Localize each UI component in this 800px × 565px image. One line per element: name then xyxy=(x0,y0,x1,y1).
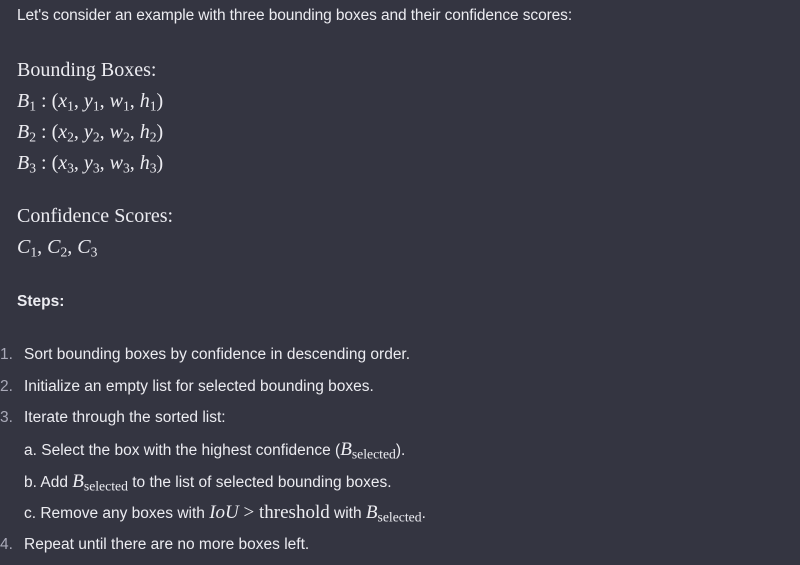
greater-than-symbol: > xyxy=(238,502,260,524)
math-var-letter: w xyxy=(109,90,123,112)
math-var-subscript: 2 xyxy=(149,129,157,145)
math-var-letter: y xyxy=(83,121,93,143)
step-item xyxy=(0,375,800,407)
math-punct: ) xyxy=(156,152,164,174)
math-var-letter: C xyxy=(77,236,91,258)
math-var-subscript: 3 xyxy=(92,160,100,176)
math-var-subscript: 1 xyxy=(29,98,37,114)
math-punct: ) xyxy=(156,121,164,143)
substep-c-prefix: c. Remove any boxes with xyxy=(24,505,210,523)
step-item xyxy=(0,343,800,375)
math-var-subscript: 3 xyxy=(149,160,157,176)
math-var-letter: h xyxy=(139,121,150,143)
math-var-letter: h xyxy=(139,152,150,174)
math-var-letter: w xyxy=(109,121,123,143)
box-param xyxy=(110,90,130,112)
math-punct: : ( xyxy=(36,152,59,174)
box-label xyxy=(17,152,36,174)
selected-var: B xyxy=(340,439,352,461)
math-var-letter: B xyxy=(17,121,30,143)
box-param xyxy=(110,121,130,143)
step-text: Initialize an empty list for selected bounding boxes. xyxy=(24,377,374,395)
math-punct: , xyxy=(73,90,84,112)
box-label xyxy=(17,90,36,112)
math-var-letter: y xyxy=(83,152,93,174)
selected-box-math xyxy=(340,439,396,460)
substep-a-suffix: ). xyxy=(395,442,406,460)
box-param xyxy=(140,152,157,174)
math-punct: , xyxy=(129,90,140,112)
math-var-letter: C xyxy=(47,236,61,258)
math-punct: , xyxy=(99,121,110,143)
selected-subscript: selected xyxy=(83,478,128,494)
math-var-subscript: 2 xyxy=(92,129,100,145)
selected-box-math xyxy=(72,471,128,492)
math-punct: , xyxy=(99,152,110,174)
confidence-scores-heading: Confidence Scores: xyxy=(17,205,174,227)
math-var-letter: x xyxy=(58,90,68,112)
math-punct: , xyxy=(73,121,84,143)
step-number: 3. xyxy=(0,409,13,427)
box-param xyxy=(84,90,100,112)
box-param xyxy=(140,121,157,143)
substep-text xyxy=(24,501,426,526)
bounding-boxes-heading: Bounding Boxes: xyxy=(17,59,157,81)
math-var-subscript: 1 xyxy=(92,98,100,114)
math-punct: : ( xyxy=(36,121,59,143)
substep-b-prefix: b. Add xyxy=(24,473,73,491)
bounding-boxes-block xyxy=(17,55,163,179)
step-text: Sort bounding boxes by confidence in descending order. xyxy=(24,346,411,363)
intro-text: Let's consider an example with three bounding boxes and their confidence scores: xyxy=(17,7,573,24)
box-param xyxy=(58,121,74,143)
math-punct: , xyxy=(129,121,140,143)
math-var-letter: x xyxy=(58,121,68,143)
math-var-subscript: 2 xyxy=(29,129,37,145)
box-param xyxy=(58,152,74,174)
confidence-score xyxy=(17,236,37,258)
box-param xyxy=(110,152,130,174)
math-var-letter: h xyxy=(139,90,150,112)
math-punct: , xyxy=(67,236,78,258)
math-punct: : ( xyxy=(36,90,59,112)
math-punct: ) xyxy=(156,90,164,112)
math-var-subscript: 3 xyxy=(67,160,74,176)
substep-c-suffix: . xyxy=(421,505,426,523)
step-number: 1. xyxy=(0,346,13,363)
math-var-subscript: 3 xyxy=(90,244,98,260)
step-number: 2. xyxy=(0,377,13,395)
steps-heading: Steps: xyxy=(17,293,65,310)
confidence-score xyxy=(47,236,67,258)
math-var-subscript: 3 xyxy=(122,160,130,176)
math-var-subscript: 1 xyxy=(122,98,130,114)
box-label xyxy=(17,121,36,143)
selected-subscript: selected xyxy=(377,509,422,525)
step-item xyxy=(0,533,800,565)
math-var-letter: B xyxy=(17,152,30,174)
bounding-box-line xyxy=(17,86,163,117)
math-var-subscript: 2 xyxy=(67,129,74,145)
bounding-box-line xyxy=(17,148,163,179)
math-var-letter: y xyxy=(83,90,93,112)
substep-text xyxy=(24,470,392,495)
bounding-box-line xyxy=(17,117,163,148)
substep-item xyxy=(0,470,800,502)
steps-list xyxy=(0,343,800,565)
substep-b-suffix: to the list of selected bounding boxes. xyxy=(127,473,392,491)
box-param xyxy=(84,152,100,174)
bounding-boxes-list xyxy=(17,86,163,179)
math-punct: , xyxy=(129,152,140,174)
math-punct: , xyxy=(73,152,84,174)
confidence-score xyxy=(77,236,97,258)
threshold-symbol: threshold xyxy=(259,502,330,524)
box-param xyxy=(58,90,74,112)
math-var-subscript: 1 xyxy=(30,244,38,260)
substep-item xyxy=(0,501,800,533)
iou-symbol: IoU xyxy=(209,502,239,524)
math-punct: , xyxy=(37,236,48,258)
step-text: Repeat until there are no more boxes left. xyxy=(24,536,310,554)
iou-math xyxy=(209,502,330,523)
box-param xyxy=(84,121,100,143)
math-var-letter: w xyxy=(109,152,123,174)
selected-var: B xyxy=(72,470,84,492)
math-var-subscript: 3 xyxy=(29,160,37,176)
substep-c-middle: with xyxy=(329,505,366,523)
substep-text xyxy=(24,438,405,463)
box-param xyxy=(140,90,157,112)
step-number: 4. xyxy=(0,536,13,554)
selected-var: B xyxy=(365,502,378,524)
math-var-subscript: 1 xyxy=(149,98,157,114)
confidence-scores-list xyxy=(17,232,173,263)
selected-box-math xyxy=(366,502,422,523)
math-var-letter: x xyxy=(58,152,68,174)
step-item xyxy=(0,406,800,438)
confidence-scores-block xyxy=(17,201,173,263)
math-var-subscript: 2 xyxy=(122,129,130,145)
math-var-subscript: 2 xyxy=(60,244,68,260)
math-var-letter: C xyxy=(17,236,31,258)
math-var-letter: B xyxy=(17,90,30,112)
substep-item xyxy=(0,438,800,470)
math-var-subscript: 1 xyxy=(67,98,74,114)
math-punct: , xyxy=(99,90,110,112)
selected-subscript: selected xyxy=(351,446,396,462)
substep-a-prefix: a. Select the box with the highest confidence ( xyxy=(24,442,341,460)
step-text: Iterate through the sorted list: xyxy=(24,409,226,427)
